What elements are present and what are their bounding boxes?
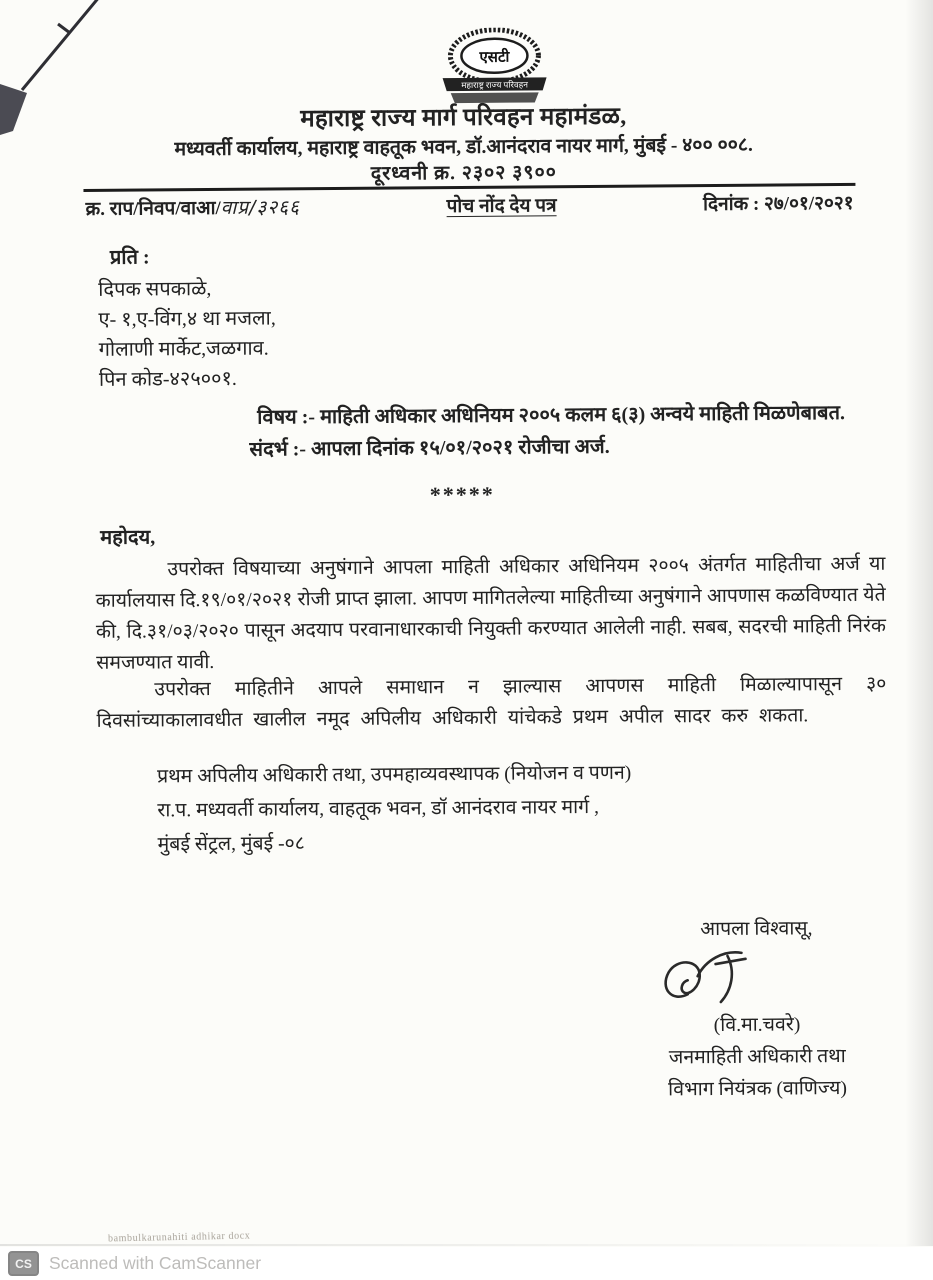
reference-number — [85, 193, 300, 221]
scan-edge-shadow — [905, 0, 933, 1246]
subject-reference-line: संदर्भ :- आपला दिनांक १५/०१/२०२१ रोजीचा अर्ज. — [249, 435, 610, 461]
signature-block — [625, 913, 888, 1107]
body-paragraph-1: उपरोक्त विषयाच्या अनुषंगाने आपला माहिती अधिकार अधिनियम २००५ अंतर्गत माहितीचा अर्ज या कार्यालयास दि.१९/०१/२०२१ रोजी प्राप्त झाला. आपण मागितलेल्या माहितीच्या अनुषंगाने आपणास कळविण्यात येते की, दि.३१/०३/२०२० पासून अदयाप परवानाधारकाची नियुक्ती करण्यात आलेली नाही. सबब, सदरची माहिती निरंक समजण्यात यावी. — [95, 553, 886, 674]
camscanner-logo-icon: CS — [8, 1251, 39, 1276]
signature-scribble-icon — [653, 948, 763, 1011]
reference-handwritten: वाप्र/३२६६ — [220, 196, 301, 219]
signatory-title-2: विभाग नियंत्रक (वाणिज्य) — [668, 1078, 848, 1101]
org-phone: दूरध्वनी क्र. २३०२ ३९०० — [370, 162, 557, 185]
body-paragraph-2: उपरोक्त माहितीने आपले समाधान न झाल्यास आपणस माहिती मिळाल्यापासून ३० दिवसांच्याकालावधीत खालील नमूद अपिलीय अधिकारी यांचेकडे प्रथम अपील सादर करु शकता. — [96, 673, 887, 732]
logo-st-text: एसटी — [479, 49, 510, 66]
subject-line: विषय :- माहिती अधिकार अधिनियम २००५ कलम ६(३) अन्वये माहिती मिळणेबाबत. — [257, 402, 846, 429]
logo-banner-text: महाराष्ट्र राज्य परिवहन — [461, 79, 528, 91]
org-address: मध्यवर्ती कार्यालय, महाराष्ट्र वाहतूक भवन, डॉ.आनंदराव नायर मार्ग, मुंबई - ४०० ००८. — [174, 134, 753, 161]
recipient-line: दिपक सपकाळे, — [98, 277, 212, 301]
appellate-line: मुंबई सेंट्रल, मुंबई -०८ — [157, 833, 305, 856]
msrtc-logo-icon — [404, 27, 585, 106]
separator-stars: ***** — [429, 481, 495, 508]
org-name: महाराष्ट्र राज्य मार्ग परिवहन महामंडळ, — [300, 103, 627, 133]
recipient-line: गोलाणी मार्केट,जळगाव. — [98, 337, 269, 361]
scan-bottom-edge — [0, 1244, 933, 1246]
signatory-name: (वि.मा.चवरे) — [713, 1014, 801, 1037]
signature-closing: आपला विश्वासू, — [700, 918, 813, 941]
camscanner-text: Scanned with CamScanner — [49, 1253, 262, 1273]
document-type-heading: पोच नोंद देय पत्र — [446, 195, 557, 218]
camscanner-bar — [0, 1247, 933, 1280]
letter-date: दिनांक : २७/०१/२०२१ — [703, 192, 854, 216]
scan-footer-filename: bambulkarunahiti adhikar docx — [107, 1230, 251, 1245]
reference-row — [85, 189, 853, 221]
reference-prefix: क्र. राप/निवप/वाआ/ — [85, 197, 221, 220]
appellate-officer-block — [157, 757, 632, 863]
recipient-line: पिन कोड-४२५००१. — [98, 367, 237, 391]
recipient-salutation: प्रति : — [109, 246, 150, 269]
appellate-line: रा.प. मध्यवर्ती कार्यालय, वाहतूक भवन, डॉ आनंदराव नायर मार्ग , — [157, 796, 600, 822]
appellate-line: प्रथम अपिलीय अधिकारी तथा, उपमहाव्यवस्थापक (नियोजन व पणन) — [156, 762, 632, 788]
msrtc-logo — [404, 27, 585, 106]
signatory-title-1: जनमाहिती अधिकारी तथा — [668, 1046, 846, 1069]
recipient-block — [98, 241, 277, 394]
body-salutation: महोदय, — [100, 526, 156, 549]
subject-block — [249, 397, 877, 466]
recipient-line: ए- १,ए-विंग,४ था मजला, — [98, 307, 276, 331]
